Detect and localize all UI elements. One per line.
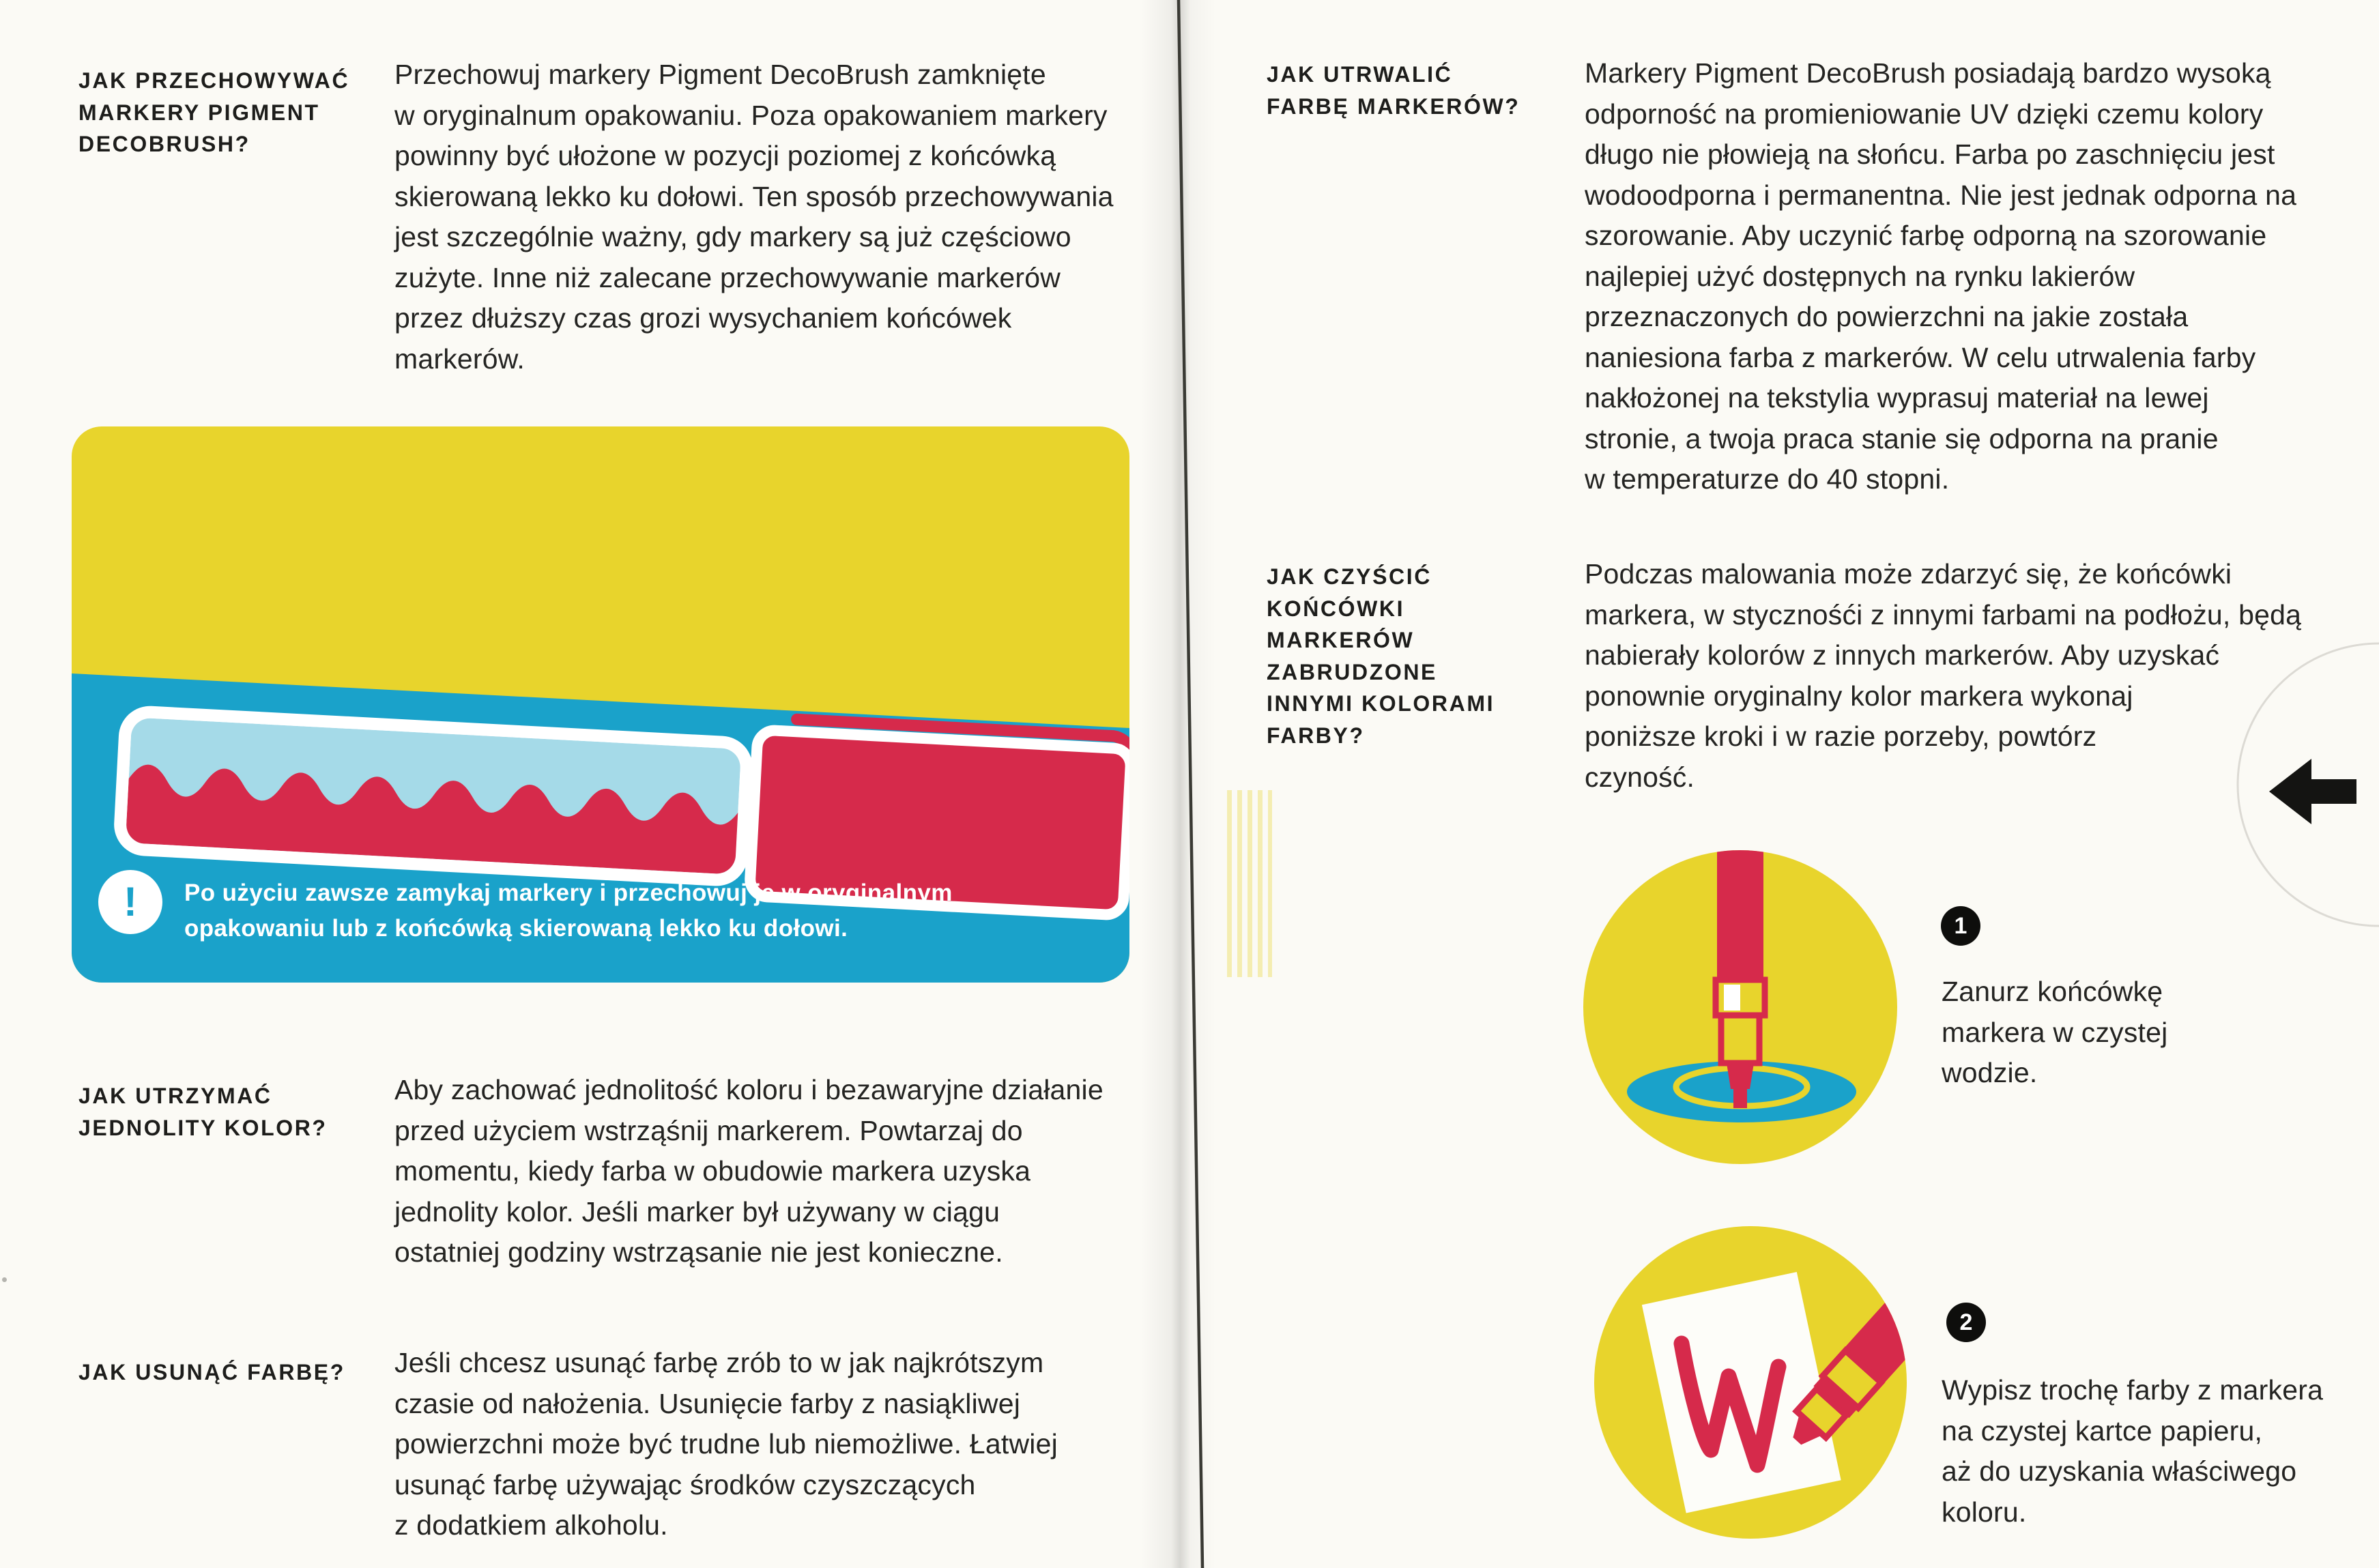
step-2-number: 2 bbox=[1959, 1309, 1973, 1335]
step-2-badge bbox=[1946, 1303, 1986, 1342]
left-arrow-icon bbox=[2269, 759, 2356, 824]
step-1-badge bbox=[1941, 906, 1980, 946]
exclamation-icon: ! bbox=[98, 870, 162, 934]
answer-remove-paint: Jeśli chcesz usunąć farbę zrób to w jak najkrótszym czasie od nałożenia. Usunięcie farby z nasiąkliwej powierzchni może być trudne lub niemożliwe. Łatwiej usunąć farbę używając środków czyszczących z dodatkiem alkoholu. bbox=[394, 1347, 1058, 1541]
marker-scribble-paper-illustration bbox=[1594, 1226, 1907, 1539]
marker-dip-water-illustration bbox=[1583, 850, 1897, 1164]
question-clean-tips: JAK CZYŚCIĆ KOŃCÓWKI MARKERÓW ZABRUDZONE INNYMI KOLORAMI FARBY? bbox=[1267, 564, 1495, 748]
question-remove-paint: JAK USUNĄĆ FARBĘ? bbox=[78, 1360, 345, 1384]
step-1-text: Zanurz końcówkę markera w czystej wodzie. bbox=[1942, 976, 2168, 1088]
step-1-number: 1 bbox=[1954, 912, 1967, 939]
step-2-text: Wypisz trochę farby z markera na czystej kartce papieru, aż do uzyskania właściwego koloru. bbox=[1942, 1374, 2324, 1528]
center-fold-shadow bbox=[1141, 0, 1216, 1568]
question-fix-paint: JAK UTRWALIĆ FARBĘ MARKERÓW? bbox=[1267, 62, 1520, 119]
question-how-to-store: JAK PRZECHOWYWAĆ MARKERY PIGMENT DECOBRUSH? bbox=[78, 68, 350, 156]
answer-how-to-store: Przechowuj markery Pigment DecoBrush zamknięte w oryginalnum opakowaniu. Poza opakowaniem markery powinny być ułożone w pozycji poziomej z końcówką skierowaną lekko ku dołowi. Ten sposób przechowywania jest szczególnie ważny, gdy markery są już częściowo zużyte. Inne niż zalecane przechowywanie markerów przez dłuższy czas grozi wysychaniem końcówek markerów. bbox=[394, 59, 1114, 375]
answer-clean-tips: Podczas malowania może zdarzyć się, że końcówki markera, w stycznośći z innymi farbami na podłożu, będą nabierały kolorów z innych markerów. Aby uzyskać ponownie oryginalny kolor markera wykonaj poniższe kroki i w razie porzeby, powtórz czyność. bbox=[1585, 558, 2302, 793]
scan-streak-artifact bbox=[1227, 790, 1272, 977]
answer-fix-paint: Markery Pigment DecoBrush posiadają bardzo wysoką odporność na promieniowanie UV dzięki czemu kolory długo nie płowieją na słońcu. Farba po zaschnięciu jest wodoodporna i permanentna. Nie jest jednak odporna na szorowanie. Aby uczynić farbę odporną na szorowanie najlepiej użyć dostępnych na rynku lakierów przeznaczonych do powierzchni na jakie została naniesiona farba z markerów. W celu utrwalenia farby nakłożonej na tekstylia wyprasuj materiał na lewej stronie, a twoja praca stanie się odporna na pranie w temperaturze do 40 stopni. bbox=[1585, 57, 2297, 495]
answer-uniform-color: Aby zachować jednolitość koloru i bezawaryjne działanie przed użyciem wstrząśnij markerem. Powtarzaj do momentu, kiedy farba w obudowie markera uzyska jednolity kolor. Jeśli marker był używany w ciągu ostatniej godziny wstrząsanie nie jest konieczne. bbox=[394, 1074, 1104, 1268]
storage-warning-note: Po użyciu zawsze zamykaj markery i przechowuj je w oryginalnym opakowaniu lub z końcówką skierowaną lekko ku dołowi. bbox=[184, 880, 953, 942]
question-uniform-color: JAK UTRZYMAĆ JEDNOLITY KOLOR? bbox=[78, 1084, 328, 1140]
center-fold-line bbox=[1179, 0, 1202, 1568]
scan-dot-artifact bbox=[2, 1277, 7, 1282]
